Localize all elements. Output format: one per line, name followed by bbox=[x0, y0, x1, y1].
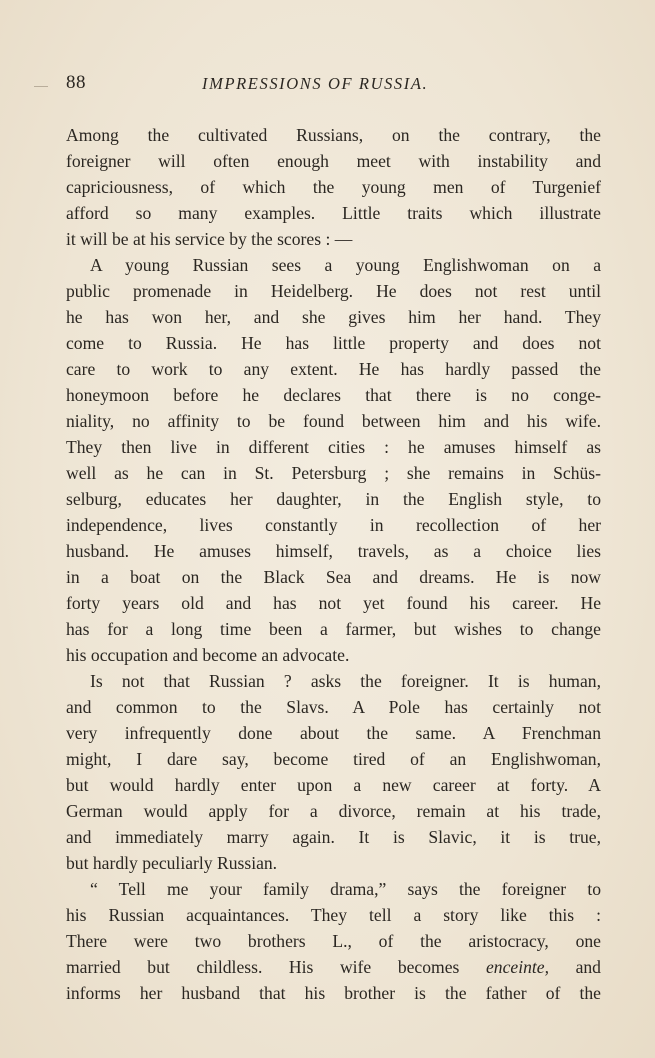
text-line: There were two brothers L., of the aristocracy, one bbox=[66, 931, 601, 951]
text-line: niality, no affinity to be found between him and his wife. bbox=[66, 411, 601, 431]
text-line: it will be at his service by the scores : — bbox=[66, 229, 353, 249]
body-text bbox=[66, 122, 601, 1006]
text-line: his occupation and become an advocate. bbox=[66, 645, 350, 665]
text-line: come to Russia. He has little property and does not bbox=[66, 333, 601, 353]
text-line: care to work to any extent. He has hardly passed the bbox=[66, 359, 601, 379]
line-start: married but childless. His wife becomes bbox=[66, 957, 486, 977]
text-line: afford so many examples. Little traits which illustrate bbox=[66, 203, 601, 223]
running-title: IMPRESSIONS OF RUSSIA. bbox=[202, 74, 429, 93]
page-header bbox=[66, 72, 601, 102]
text-line: public promenade in Heidelberg. He does not rest until bbox=[66, 281, 601, 301]
text-line: well as he can in St. Petersburg ; she remains in Schüs- bbox=[66, 463, 601, 483]
line-end: and bbox=[548, 957, 601, 977]
text-line: honeymoon before he declares that there is no conge- bbox=[66, 385, 601, 405]
text-line: A young Russian sees a young Englishwoman on a bbox=[90, 255, 601, 275]
text-line: in a boat on the Black Sea and dreams. He is now bbox=[66, 567, 601, 587]
text-line: his Russian acquaintances. They tell a story like this : bbox=[66, 905, 601, 925]
text-line: selburg, educates her daughter, in the English style, to bbox=[66, 489, 601, 509]
text-line: Among the cultivated Russians, on the contrary, the bbox=[66, 125, 601, 145]
text-line: but hardly peculiarly Russian. bbox=[66, 853, 278, 873]
italic-word: enceinte, bbox=[485, 957, 549, 977]
page-number: 88 bbox=[66, 72, 86, 93]
margin-mark bbox=[34, 86, 48, 87]
text-line: forty years old and has not yet found his career. He bbox=[66, 593, 601, 613]
text-line: he has won her, and she gives him her hand. They bbox=[66, 307, 601, 327]
text-line-with-italic bbox=[66, 954, 601, 980]
text-line: foreigner will often enough meet with instability and bbox=[66, 151, 601, 171]
text-line: independence, lives constantly in recollection of her bbox=[66, 515, 601, 535]
text-line: has for a long time been a farmer, but wishes to change bbox=[66, 619, 601, 639]
text-line: informs her husband that his brother is the father of the bbox=[66, 983, 601, 1003]
text-line: and immediately marry again. It is Slavic, it is true, bbox=[66, 827, 601, 847]
text-line: and common to the Slavs. A Pole has certainly not bbox=[66, 697, 601, 717]
text-line: They then live in different cities : he amuses himself as bbox=[66, 437, 601, 457]
text-line: husband. He amuses himself, travels, as a choice lies bbox=[66, 541, 601, 561]
text-line: might, I dare say, become tired of an Englishwoman, bbox=[66, 749, 601, 769]
text-line: Is not that Russian ? asks the foreigner. It is human, bbox=[90, 671, 601, 691]
text-line: capriciousness, of which the young men of Turgenief bbox=[66, 177, 601, 197]
text-line: German would apply for a divorce, remain at his trade, bbox=[66, 801, 601, 821]
text-line: “ Tell me your family drama,” says the foreigner to bbox=[90, 879, 601, 899]
text-line: but would hardly enter upon a new career at forty. A bbox=[66, 775, 601, 795]
text-line: very infrequently done about the same. A Frenchman bbox=[66, 723, 601, 743]
